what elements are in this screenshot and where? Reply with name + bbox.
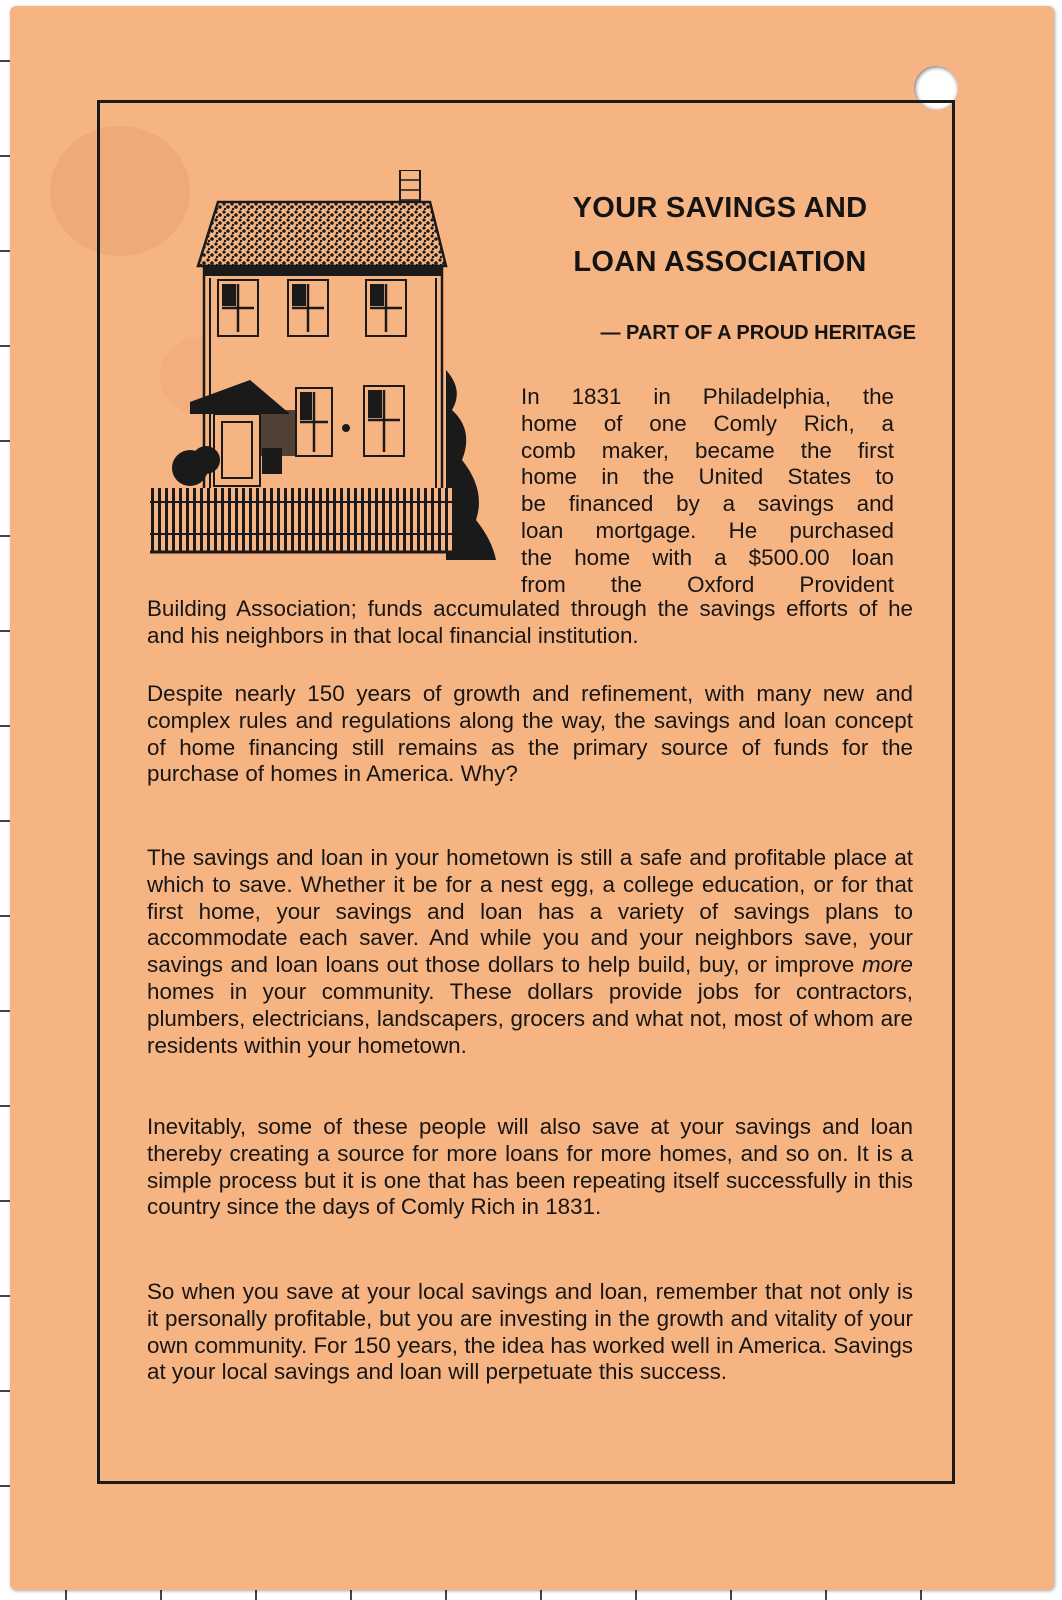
page-title-line-2: LOAN ASSOCIATION bbox=[573, 246, 867, 278]
paragraph-cycle: Inevitably, some of these people will also save at your savings and loan thereby creating a source for more loans for more homes, and so on. It is a simple process but it is one that has been repeating itself successfully in this country since the days of Comly Rich in 1831. bbox=[147, 1114, 913, 1220]
paragraph-closing: So when you save at your local savings and loan, remember that not only is it personally profitable, but you are investing in the growth and vitality of your own community. For 150 years, the idea has worked well in America. Savings at your local savings and loan will perpetuate this success. bbox=[147, 1279, 913, 1385]
intro-line: comb maker, became the first bbox=[521, 437, 894, 463]
intro-line: loan mortgage. He purchased bbox=[521, 517, 894, 543]
intro-line: home in the United States to bbox=[521, 464, 894, 490]
intro-line: the home with a $500.00 loan bbox=[521, 544, 894, 570]
paragraph-hometown-part-2: homes in your community. These dollars provide jobs for contractors, plumbers, electricians, landscapers, grocers and what not, most of whom are residents within your hometown. bbox=[147, 978, 913, 1058]
intro-line: be financed by a savings and bbox=[521, 491, 894, 517]
paragraph-heritage: Despite nearly 150 years of growth and refinement, with many new and complex rules and regulations along the way, the savings and loan concept of home financing still remains as the primary source of funds for the purchase of homes in America. Why? bbox=[147, 681, 913, 787]
paragraph-hometown-emphasis: more bbox=[861, 952, 913, 978]
page-title-line-1: YOUR SAVINGS AND bbox=[572, 192, 868, 224]
intro-line: In 1831 in Philadelphia, the bbox=[521, 384, 894, 409]
intro-line: home of one Comly Rich, a bbox=[521, 410, 894, 436]
colonial-house-illustration bbox=[150, 170, 500, 570]
paragraph-hometown bbox=[147, 845, 913, 1059]
intro-paragraph bbox=[521, 384, 894, 598]
page-subtitle: — PART OF A PROUD HERITAGE bbox=[600, 322, 916, 344]
intro-continuation: Building Association; funds accumulated through the savings efforts of he and his neighbors in that local financial institution. bbox=[147, 596, 913, 648]
intro-line: from the Oxford Provident bbox=[521, 571, 894, 597]
paragraph-hometown-part-1: The savings and loan in your hometown is still a safe and profitable place at which to save. Whether it be for a nest egg, a college education, or for that first home, your savings and loan has a variety of savings plans to accommodate each saver. And while you and your neighbors save, your savings and loan loans out those dollars to help build, buy, or improve bbox=[147, 845, 913, 978]
